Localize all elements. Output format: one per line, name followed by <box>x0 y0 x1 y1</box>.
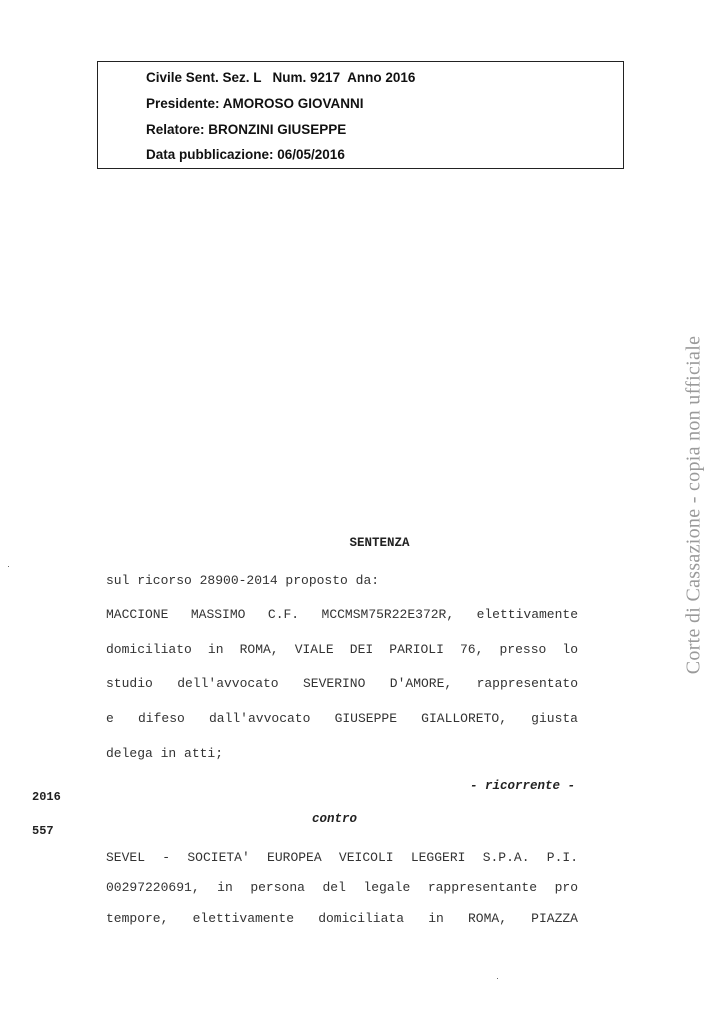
margin-number: 557 <box>32 824 54 838</box>
header-publication-date: Data pubblicazione: 06/05/2016 <box>146 147 345 162</box>
watermark-text: Corte di Cassazione - copia non ufficiale <box>682 335 705 675</box>
role-contro: contro <box>312 812 358 826</box>
header-sentence-ref: Civile Sent. Sez. L Num. 9217 Anno 2016 <box>146 70 416 85</box>
scan-speck <box>497 978 498 979</box>
header-relatore: Relatore: BRONZINI GIUSEPPE <box>146 122 347 137</box>
document-title: SENTENZA <box>349 536 410 550</box>
body-line: 00297220691, in persona del legale rappresentante pro <box>106 880 578 895</box>
body-line: domiciliato in ROMA, VIALE DEI PARIOLI 76, presso lo <box>106 642 578 657</box>
body-line: sul ricorso 28900-2014 proposto da: <box>106 573 380 588</box>
body-line: tempore, elettivamente domiciliata in ROMA, PIAZZA <box>106 911 578 926</box>
margin-year: 2016 <box>32 790 61 804</box>
document-header-box <box>97 61 624 169</box>
body-line: SEVEL - SOCIETA' EUROPEA VEICOLI LEGGERI S.P.A. P.I. <box>106 850 578 865</box>
role-ricorrente: - ricorrente - <box>469 779 575 793</box>
body-line: studio dell'avvocato SEVERINO D'AMORE, rappresentato <box>106 676 578 691</box>
body-line: MACCIONE MASSIMO C.F. MCCMSM75R22E372R, elettivamente <box>106 607 578 622</box>
body-line: e difeso dall'avvocato GIUSEPPE GIALLORETO, giusta <box>106 711 578 726</box>
scan-speck <box>8 566 9 567</box>
header-presidente: Presidente: AMOROSO GIOVANNI <box>146 96 364 111</box>
body-line: delega in atti; <box>106 746 224 761</box>
